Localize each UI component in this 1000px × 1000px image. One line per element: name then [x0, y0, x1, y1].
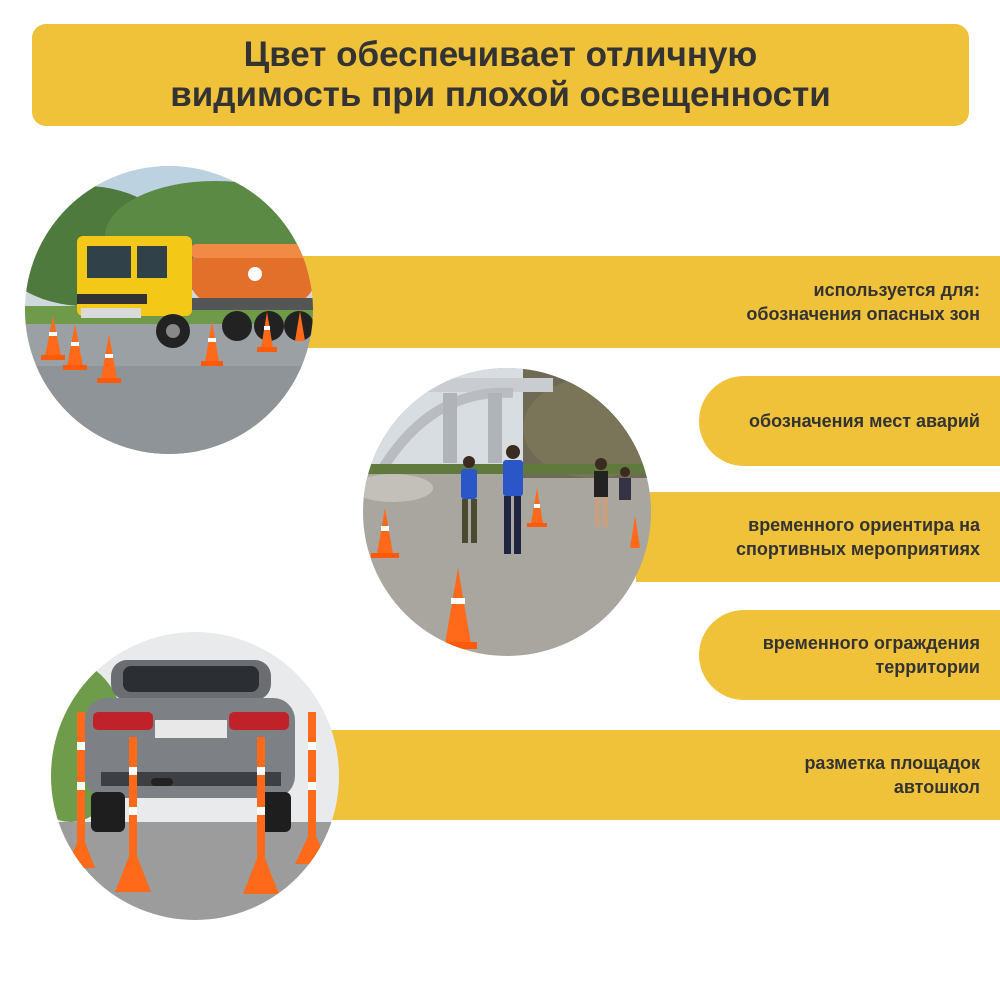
usage-band-hazard-zones: [300, 256, 1000, 348]
car-with-delineator-posts-photo: [51, 632, 339, 920]
usage-band-accident-sites: [699, 376, 1000, 466]
header-banner: [32, 24, 969, 126]
usage-band-driving-school: [330, 730, 1000, 820]
usage-label: разметка площадок автошкол: [804, 753, 980, 797]
usage-label: временного ограждения территории: [762, 633, 980, 677]
runners-with-cones-photo: [363, 368, 651, 656]
usage-band-sport-events: [636, 492, 1000, 582]
page-title: Цвет обеспечивает отличную видимость при плохой освещенности: [170, 35, 831, 114]
tanker-truck-with-cones-photo: [25, 166, 313, 454]
usage-label: обозначения мест аварий: [748, 411, 980, 431]
usage-band-temporary-fencing: [699, 610, 1000, 700]
usage-label: используется для: обозначения опасных зон: [746, 280, 980, 324]
usage-label: временного ориентира на спортивных мероприятиях: [736, 515, 980, 559]
